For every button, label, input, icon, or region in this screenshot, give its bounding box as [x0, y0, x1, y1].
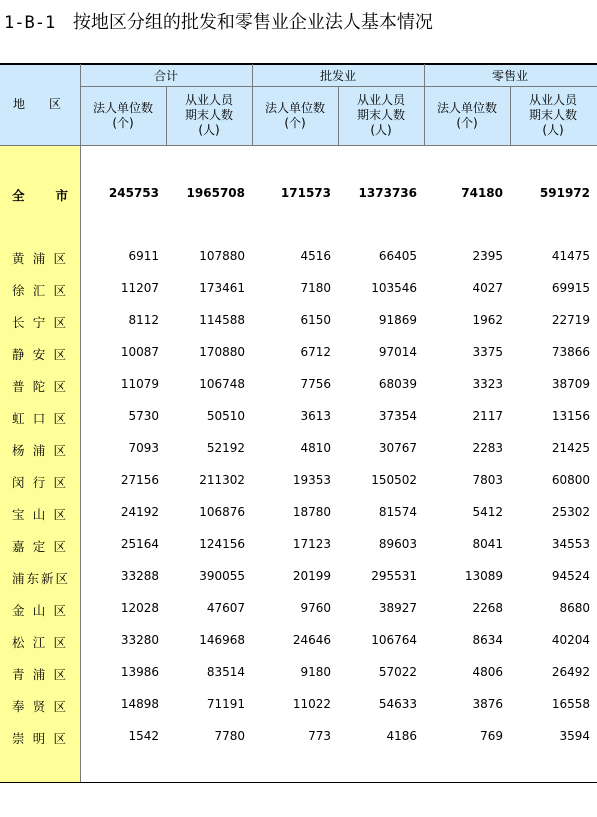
region-char: 区: [53, 507, 68, 522]
table-cell: 22719: [551, 313, 590, 327]
region-char: 浦: [12, 571, 25, 586]
region-char: 黄: [12, 251, 27, 266]
region-char: 区: [53, 347, 68, 362]
table-cell: 295531: [371, 569, 417, 583]
table-cell: 4806: [472, 665, 503, 679]
header-sub-0: 法人单位数 (个): [92, 101, 153, 130]
header-sub-2: 法人单位数 (个): [264, 101, 325, 130]
table-cell: 12028: [120, 601, 159, 615]
table-cell: 8112: [128, 313, 159, 327]
region-label: [12, 569, 68, 587]
region-char: 奉: [12, 699, 27, 714]
region-char: 区: [53, 283, 68, 298]
region-char: 区: [53, 379, 68, 394]
header-sub-5: 从业人员 期末人数 (人): [528, 93, 577, 137]
region-char: 区: [53, 731, 68, 746]
region-label: [12, 249, 68, 267]
table-cell: 11207: [120, 281, 159, 295]
region-column-band: [0, 145, 80, 783]
table-cell: 170880: [199, 345, 245, 359]
table-cell: 33288: [120, 569, 159, 583]
table-cell: 114588: [199, 313, 245, 327]
table-cell: 57022: [378, 665, 417, 679]
table-cell: 33280: [120, 633, 159, 647]
table-cell: 103546: [371, 281, 417, 295]
table-cell: 83514: [206, 665, 245, 679]
table-cell: 8041: [472, 537, 503, 551]
region-char: 定: [32, 539, 48, 554]
region-char: 宁: [32, 315, 48, 330]
table-cell: 1542: [128, 729, 159, 743]
rule-top: [0, 63, 597, 65]
table-cell: 211302: [199, 473, 245, 487]
total-cell: 74180: [461, 186, 503, 200]
table-cell: 37354: [378, 409, 417, 423]
table-cell: 390055: [199, 569, 245, 583]
total-cell: 171573: [280, 186, 331, 200]
region-char: 江: [32, 635, 48, 650]
region-label: [12, 473, 68, 491]
table-cell: 4186: [386, 729, 417, 743]
table-cell: 25302: [551, 505, 590, 519]
table-cell: 91869: [378, 313, 417, 327]
region-char: 浦: [32, 443, 48, 458]
region-label: [12, 313, 68, 331]
table-cell: 5412: [472, 505, 503, 519]
region-label: [12, 729, 68, 747]
region-char: 行: [32, 475, 48, 490]
table-cell: 60800: [551, 473, 590, 487]
region-label: [12, 377, 68, 395]
table-cell: 773: [308, 729, 331, 743]
table-cell: 769: [480, 729, 503, 743]
table-cell: 21425: [551, 441, 590, 455]
table-cell: 4810: [300, 441, 331, 455]
table-cell: 73866: [551, 345, 590, 359]
region-char: 区: [53, 699, 68, 714]
region-char: 杨: [12, 443, 27, 458]
table-cell: 24646: [292, 633, 331, 647]
region-char: 徐: [12, 283, 27, 298]
table-cell: 124156: [199, 537, 245, 551]
table-cell: 69915: [551, 281, 590, 295]
table-cell: 16558: [551, 697, 590, 711]
table-cell: 173461: [199, 281, 245, 295]
header-region-label: 地 区: [12, 97, 67, 111]
total-cell: 1373736: [358, 186, 417, 200]
region-label: [12, 537, 68, 555]
table-cell: 54633: [378, 697, 417, 711]
region-char: 松: [12, 635, 27, 650]
table-cell: 2283: [472, 441, 503, 455]
table-cell: 18780: [292, 505, 331, 519]
table-cell: 106748: [199, 377, 245, 391]
region-char: 闵: [12, 475, 27, 490]
table-cell: 13089: [464, 569, 503, 583]
table-cell: 6911: [128, 249, 159, 263]
table-cell: 24192: [120, 505, 159, 519]
region-char: 山: [32, 507, 48, 522]
rule-bottom: [0, 782, 597, 783]
table-cell: 8634: [472, 633, 503, 647]
table-cell: 106876: [199, 505, 245, 519]
region-char: 山: [32, 603, 48, 618]
table-cell: 34553: [551, 537, 590, 551]
table-cell: 7780: [214, 729, 245, 743]
table-cell: 8680: [559, 601, 590, 615]
table-cell: 38927: [378, 601, 417, 615]
region-char: 浦: [32, 667, 48, 682]
region-char: 崇: [12, 731, 27, 746]
table-cell: 4516: [300, 249, 331, 263]
region-char: 静: [12, 347, 27, 362]
table-code: 1-B-1: [4, 13, 56, 33]
table-cell: 71191: [206, 697, 245, 711]
table-cell: 27156: [120, 473, 159, 487]
table-cell: 52192: [206, 441, 245, 455]
region-char: 区: [53, 475, 68, 490]
region-char: 新: [40, 571, 54, 586]
table-cell: 5730: [128, 409, 159, 423]
table-cell: 2395: [472, 249, 503, 263]
table-cell: 3375: [472, 345, 503, 359]
page-title: [4, 8, 433, 34]
region-char: 嘉: [12, 539, 27, 554]
region-label: [12, 505, 68, 523]
table-cell: 3323: [472, 377, 503, 391]
region-label: [12, 441, 68, 459]
table-cell: 9760: [300, 601, 331, 615]
table-cell: 68039: [378, 377, 417, 391]
region-char: 贤: [32, 699, 48, 714]
table-cell: 3613: [300, 409, 331, 423]
table-cell: 9180: [300, 665, 331, 679]
table-cell: 40204: [551, 633, 590, 647]
table-cell: 81574: [378, 505, 417, 519]
table-title: 按地区分组的批发和零售业企业法人基本情况: [72, 12, 433, 33]
table-cell: 7803: [472, 473, 503, 487]
region-label: [12, 345, 68, 363]
region-char: 区: [53, 251, 68, 266]
header-sub-4: 法人单位数 (个): [436, 101, 497, 130]
table-cell: 25164: [120, 537, 159, 551]
table-cell: 97014: [378, 345, 417, 359]
total-cell: 245753: [108, 186, 159, 200]
table-cell: 6712: [300, 345, 331, 359]
region-char: 明: [32, 731, 48, 746]
table-cell: 41475: [551, 249, 590, 263]
table-cell: 13986: [120, 665, 159, 679]
table-cell: 10087: [120, 345, 159, 359]
table-cell: 19353: [292, 473, 331, 487]
region-char: 普: [12, 379, 27, 394]
region-char: 虹: [12, 411, 27, 426]
region-char: 区: [53, 443, 68, 458]
region-char: 区: [53, 667, 68, 682]
table-cell: 47607: [206, 601, 245, 615]
table-cell: 107880: [199, 249, 245, 263]
region-char: 区: [53, 635, 68, 650]
region-char: 区: [53, 315, 68, 330]
rule-v-region: [80, 145, 81, 782]
region-char: 东: [26, 571, 39, 586]
region-char: 长: [12, 315, 27, 330]
region-char: 口: [32, 411, 48, 426]
table-cell: 7180: [300, 281, 331, 295]
table-cell: 17123: [292, 537, 331, 551]
total-region-char: 全: [12, 188, 27, 203]
header-group-2: 零售业: [491, 69, 528, 83]
region-char: 区: [53, 603, 68, 618]
region-label: [12, 281, 68, 299]
table-cell: 50510: [206, 409, 245, 423]
total-region-char: [34, 186, 49, 204]
region-char: 区: [55, 571, 68, 586]
header-group-1: 批发业: [319, 69, 356, 83]
table-cell: 30767: [378, 441, 417, 455]
region-char: 浦: [32, 251, 48, 266]
region-label: [12, 697, 68, 715]
table-cell: 14898: [120, 697, 159, 711]
region-label: [12, 633, 68, 651]
region-char: 区: [53, 411, 68, 426]
region-char: 宝: [12, 507, 27, 522]
table-cell: 13156: [551, 409, 590, 423]
total-cell: 1965708: [186, 186, 245, 200]
table-cell: 3594: [559, 729, 590, 743]
table-cell: 20199: [292, 569, 331, 583]
header-sub-3: 从业人员 期末人数 (人): [356, 93, 405, 137]
table-cell: 4027: [472, 281, 503, 295]
table-cell: 11079: [120, 377, 159, 391]
table-cell: 89603: [378, 537, 417, 551]
header-sub-1: 从业人员 期末人数 (人): [184, 93, 233, 137]
table-cell: 7093: [128, 441, 159, 455]
region-label: [12, 665, 68, 683]
table-cell: 3876: [472, 697, 503, 711]
table-cell: 1962: [472, 313, 503, 327]
region-char: 区: [53, 539, 68, 554]
region-label: [12, 601, 68, 619]
table-cell: 7756: [300, 377, 331, 391]
table-cell: 146968: [199, 633, 245, 647]
table-cell: 150502: [371, 473, 417, 487]
table-cell: 2268: [472, 601, 503, 615]
table-cell: 94524: [551, 569, 590, 583]
header-group-0: 合计: [153, 69, 178, 83]
rule-header-bottom: [0, 145, 597, 146]
region-label: [12, 409, 68, 427]
total-region-char: 市: [55, 188, 70, 203]
table-cell: 26492: [551, 665, 590, 679]
table-cell: 106764: [371, 633, 417, 647]
region-char: 安: [32, 347, 48, 362]
table-cell: 38709: [551, 377, 590, 391]
region-char: 青: [12, 667, 27, 682]
region-char: 陀: [32, 379, 48, 394]
total-region-label: [12, 186, 70, 204]
table-cell: 6150: [300, 313, 331, 327]
total-cell: 591972: [539, 186, 590, 200]
table-cell: 11022: [292, 697, 331, 711]
table-cell: 66405: [378, 249, 417, 263]
region-char: 汇: [32, 283, 48, 298]
table-cell: 2117: [472, 409, 503, 423]
region-char: 金: [12, 603, 27, 618]
